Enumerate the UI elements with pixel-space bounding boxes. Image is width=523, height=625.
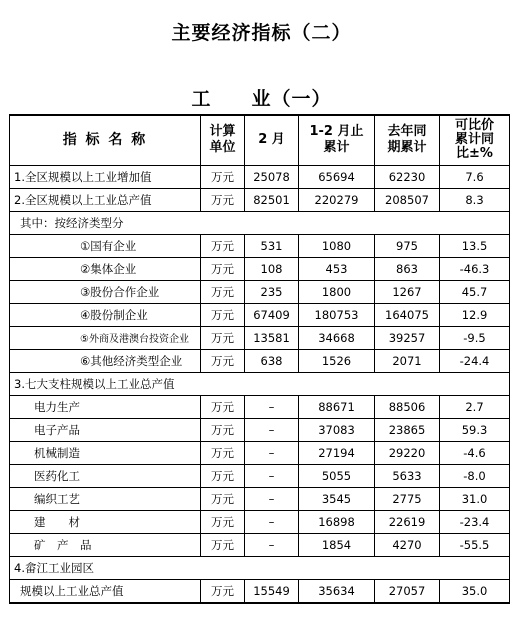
unit-cell: 万元 <box>201 349 245 372</box>
last-year-value <box>375 211 440 234</box>
ytd-value: 35634 <box>299 579 375 603</box>
indicator-name: 1.全区规模以上工业增加值 <box>10 165 201 188</box>
table-row <box>10 257 510 280</box>
yoy-value: 35.0 <box>440 579 510 603</box>
last-year-value: 22619 <box>375 510 440 533</box>
indicator-name: ④股份制企业 <box>10 303 201 326</box>
yoy-value: -23.4 <box>440 510 510 533</box>
feb-value: 67409 <box>245 303 299 326</box>
indicator-name: 2.全区规模以上工业总产值 <box>10 188 201 211</box>
ytd-value: 1854 <box>299 533 375 556</box>
ytd-value: 1526 <box>299 349 375 372</box>
feb-value: – <box>245 487 299 510</box>
feb-value: – <box>245 441 299 464</box>
ytd-value: 220279 <box>299 188 375 211</box>
table-row <box>10 418 510 441</box>
feb-value: 25078 <box>245 165 299 188</box>
last-year-value: 208507 <box>375 188 440 211</box>
table-row <box>10 464 510 487</box>
feb-value: 13581 <box>245 326 299 349</box>
table-row <box>10 280 510 303</box>
indicator-name: ②集体企业 <box>10 257 201 280</box>
unit-cell: 万元 <box>201 533 245 556</box>
feb-value <box>245 556 299 579</box>
unit-cell: 万元 <box>201 165 245 188</box>
feb-value: 638 <box>245 349 299 372</box>
last-year-value: 88506 <box>375 395 440 418</box>
table-row <box>10 326 510 349</box>
unit-cell: 万元 <box>201 326 245 349</box>
ytd-value: 34668 <box>299 326 375 349</box>
feb-value: 15549 <box>245 579 299 603</box>
ytd-value: 453 <box>299 257 375 280</box>
unit-cell: 万元 <box>201 464 245 487</box>
indicator-name: 其中：按经济类型分 <box>10 211 201 234</box>
indicator-name: 电力生产 <box>10 395 201 418</box>
unit-cell: 万元 <box>201 234 245 257</box>
indicator-name: ①国有企业 <box>10 234 201 257</box>
table-row <box>10 487 510 510</box>
yoy-value: -55.5 <box>440 533 510 556</box>
unit-cell: 万元 <box>201 257 245 280</box>
table-row <box>10 510 510 533</box>
table-row <box>10 188 510 211</box>
table-body <box>10 165 510 603</box>
indicator-name: 建 材 <box>10 510 201 533</box>
ytd-value <box>299 211 375 234</box>
last-year-value: 27057 <box>375 579 440 603</box>
ytd-value: 1800 <box>299 280 375 303</box>
ytd-value: 65694 <box>299 165 375 188</box>
indicator-name: 机械制造 <box>10 441 201 464</box>
last-year-value: 2071 <box>375 349 440 372</box>
yoy-value: -8.0 <box>440 464 510 487</box>
yoy-value: 2.7 <box>440 395 510 418</box>
last-year-value: 863 <box>375 257 440 280</box>
header-indicator: 指 标 名 称 <box>10 115 201 165</box>
indicator-name: 4.畲江工业园区 <box>10 556 201 579</box>
indicator-name: 3.七大支柱规模以上工业总产值 <box>10 372 201 395</box>
last-year-value: 23865 <box>375 418 440 441</box>
unit-cell: 万元 <box>201 579 245 603</box>
ytd-value: 180753 <box>299 303 375 326</box>
ytd-value: 1080 <box>299 234 375 257</box>
yoy-value: 45.7 <box>440 280 510 303</box>
unit-cell: 万元 <box>201 510 245 533</box>
yoy-value: -24.4 <box>440 349 510 372</box>
unit-cell: 万元 <box>201 418 245 441</box>
yoy-value: 12.9 <box>440 303 510 326</box>
last-year-value: 4270 <box>375 533 440 556</box>
indicator-name: ⑤外商及港澳台投资企业 <box>10 326 201 349</box>
last-year-value: 5633 <box>375 464 440 487</box>
feb-value: – <box>245 533 299 556</box>
table-row <box>10 441 510 464</box>
table-row <box>10 395 510 418</box>
header-yoy: 可比价 累计同 比±% <box>440 115 510 165</box>
feb-value: – <box>245 418 299 441</box>
last-year-value: 164075 <box>375 303 440 326</box>
yoy-value: 13.5 <box>440 234 510 257</box>
indicator-name: 规模以上工业总产值 <box>10 579 201 603</box>
indicator-name: 矿 产 品 <box>10 533 201 556</box>
section-row <box>10 211 510 234</box>
last-year-value: 29220 <box>375 441 440 464</box>
feb-value: 82501 <box>245 188 299 211</box>
unit-cell <box>201 372 245 395</box>
unit-cell <box>201 556 245 579</box>
last-year-value: 62230 <box>375 165 440 188</box>
last-year-value <box>375 372 440 395</box>
page-title: 主要经济指标（二） <box>171 22 352 44</box>
ytd-value: 27194 <box>299 441 375 464</box>
yoy-value <box>440 211 510 234</box>
indicator-name: 电子产品 <box>10 418 201 441</box>
industry-indicator-table <box>9 114 510 604</box>
unit-cell: 万元 <box>201 395 245 418</box>
table-row <box>10 303 510 326</box>
unit-cell <box>201 211 245 234</box>
unit-cell: 万元 <box>201 188 245 211</box>
yoy-value <box>440 556 510 579</box>
table-row <box>10 349 510 372</box>
last-year-value: 39257 <box>375 326 440 349</box>
ytd-value: 5055 <box>299 464 375 487</box>
yoy-value: 59.3 <box>440 418 510 441</box>
ytd-value: 37083 <box>299 418 375 441</box>
feb-value <box>245 211 299 234</box>
unit-cell: 万元 <box>201 280 245 303</box>
indicator-name: 编织工艺 <box>10 487 201 510</box>
header-ytd: 1-2 月止 累计 <box>299 115 375 165</box>
header-feb: 2 月 <box>245 115 299 165</box>
header-last-year: 去年同 期累计 <box>375 115 440 165</box>
last-year-value <box>375 556 440 579</box>
table-row <box>10 165 510 188</box>
yoy-value <box>440 372 510 395</box>
indicator-name: ③股份合作企业 <box>10 280 201 303</box>
feb-value <box>245 372 299 395</box>
feb-value: – <box>245 395 299 418</box>
ytd-value: 88671 <box>299 395 375 418</box>
section-title: 工 业（一） <box>191 88 332 110</box>
ytd-value <box>299 556 375 579</box>
yoy-value: 7.6 <box>440 165 510 188</box>
last-year-value: 975 <box>375 234 440 257</box>
ytd-value <box>299 372 375 395</box>
table-row <box>10 533 510 556</box>
section-row <box>10 556 510 579</box>
ytd-value: 3545 <box>299 487 375 510</box>
feb-value: 531 <box>245 234 299 257</box>
last-year-value: 2775 <box>375 487 440 510</box>
unit-cell: 万元 <box>201 487 245 510</box>
table-row <box>10 234 510 257</box>
yoy-value: 8.3 <box>440 188 510 211</box>
yoy-value: -4.6 <box>440 441 510 464</box>
table-row <box>10 579 510 603</box>
indicator-name: ⑥其他经济类型企业 <box>10 349 201 372</box>
yoy-value: 31.0 <box>440 487 510 510</box>
ytd-value: 16898 <box>299 510 375 533</box>
last-year-value: 1267 <box>375 280 440 303</box>
yoy-value: -9.5 <box>440 326 510 349</box>
feb-value: – <box>245 510 299 533</box>
yoy-value: -46.3 <box>440 257 510 280</box>
feb-value: 108 <box>245 257 299 280</box>
feb-value: 235 <box>245 280 299 303</box>
unit-cell: 万元 <box>201 303 245 326</box>
feb-value: – <box>245 464 299 487</box>
header-unit: 计算 单位 <box>201 115 245 165</box>
unit-cell: 万元 <box>201 441 245 464</box>
indicator-name: 医药化工 <box>10 464 201 487</box>
section-row <box>10 372 510 395</box>
